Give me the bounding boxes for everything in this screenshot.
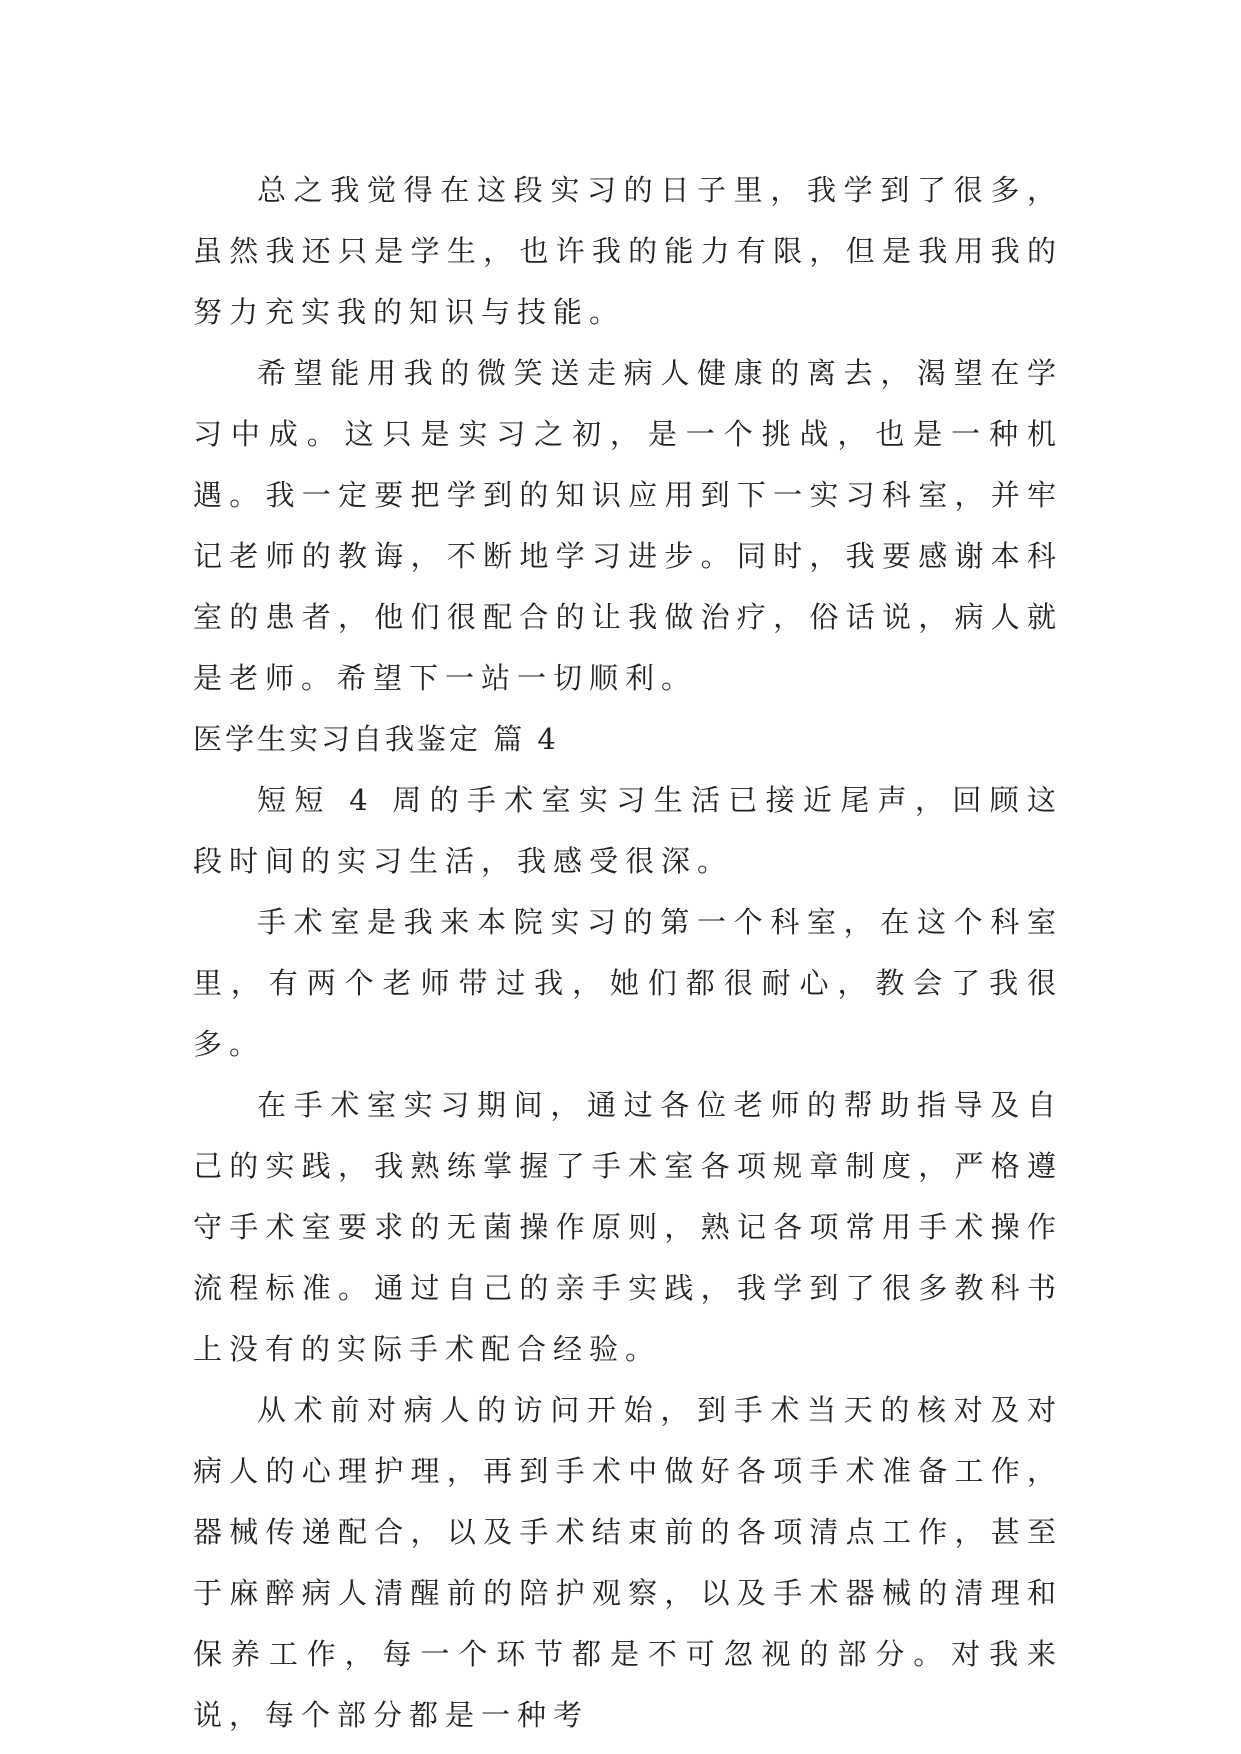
paragraph-intro: 短短 4 周的手术室实习生活已接近尾声，回顾这段时间的实习生活，我感受很深。 xyxy=(193,783,1063,878)
paragraph-summary: 总之我觉得在这段实习的日子里，我学到了很多，虽然我还只是学生，也许我的能力有限，但是我用我的努力充实我的知识与技能。 xyxy=(193,173,1063,329)
document-body xyxy=(193,160,1063,1746)
paragraph-process: 从术前对病人的访问开始，到手术当天的核对及对病人的心理护理，再到手术中做好各项手术准备工作，器械传递配合，以及手术结束前的各项清点工作，甚至于麻醉病人清醒前的陪护观察，以及手术器械的清理和保养工作，每一个环节都是不可忽视的部分。对我来说，每个部分都是一种考 xyxy=(193,1393,1063,1732)
paragraph-hope: 希望能用我的微笑送走病人健康的离去，渴望在学习中成。这只是实习之初，是一个挑战，也是一种机遇。我一定要把学到的知识应用到下一实习科室，并牢记老师的教诲，不断地学习进步。同时，我要感谢本科室的患者，他们很配合的让我做治疗，俗话说，病人就是老师。希望下一站一切顺利。 xyxy=(193,356,1063,695)
paragraph-practice: 在手术室实习期间，通过各位老师的帮助指导及自己的实践，我熟练掌握了手术室各项规章制度，严格遵守手术室要求的无菌操作原则，熟记各项常用手术操作流程标准。通过自己的亲手实践，我学到了很多教科书上没有的实际手术配合经验。 xyxy=(193,1088,1063,1366)
section-heading: 医学生实习自我鉴定 篇 4 xyxy=(193,722,559,756)
paragraph-teachers: 手术室是我来本院实习的第一个科室，在这个科室里，有两个老师带过我，她们都很耐心，教会了我很多。 xyxy=(193,905,1063,1061)
